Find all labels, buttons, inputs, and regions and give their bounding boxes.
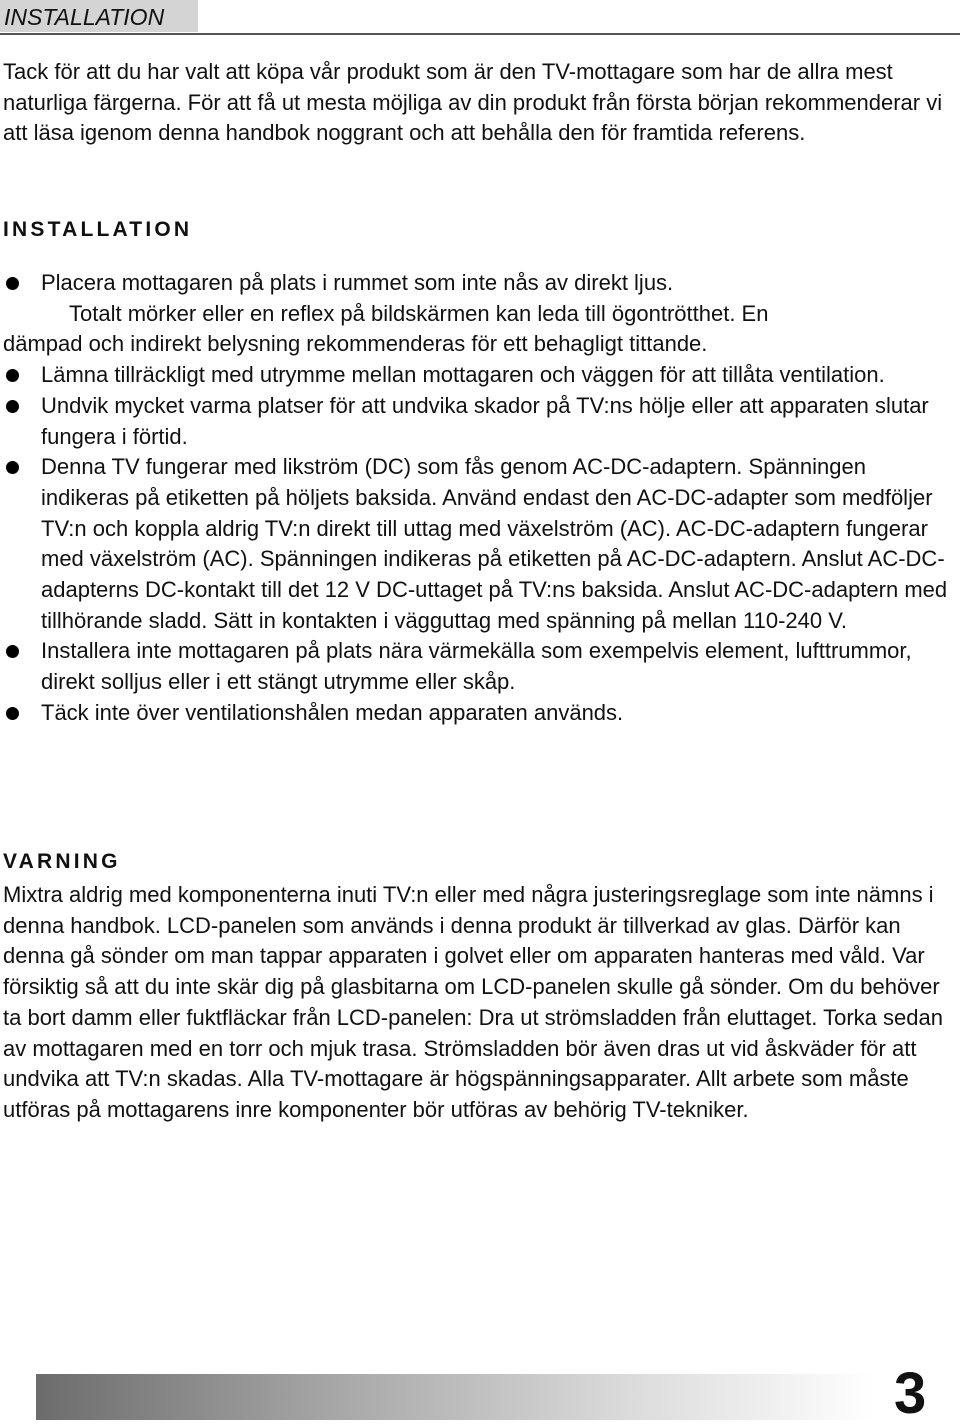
warning-heading: VARNING — [3, 850, 121, 873]
bullet-text: Lämna tillräckligt med utrymme mellan mottagaren och väggen för att tillåta ventilation. — [41, 362, 885, 388]
bullet-text: Installera inte mottagaren på plats nära värmekälla som exempelvis element, lufttrummor, direkt solljus eller i ett stängt utrymme eller skåp. — [41, 638, 912, 695]
bullet-dot-icon — [6, 461, 19, 474]
bullet-dot-icon — [6, 645, 19, 658]
bullet-text: Placera mottagaren på plats i rummet som inte nås av direkt ljus. — [41, 270, 674, 295]
installation-heading: INSTALLATION — [3, 218, 193, 241]
bullet-item — [0, 636, 960, 697]
bullet-dot-icon — [6, 277, 19, 290]
footer-gradient-bar — [36, 1374, 876, 1420]
bullet-item — [0, 391, 960, 452]
warning-paragraph: Mixtra aldrig med komponenterna inuti TV:n eller med några justeringsreglage som inte nämns i denna handbok. LCD-panelen som används i denna produkt är tillverkad av glas. Därför kan denna gå sönder om man tappar apparaten i golvet eller om apparaten hanteras med våld. Var försiktig så att du inte skär dig på glasbitarna om LCD-panelen skulle gå sönder. Om du behöver ta bort damm eller fuktfläckar från LCD-panelen: Dra ut strömsladden från eluttaget. Torka sedan av mottagaren med en torr och mjuk trasa. Strömsladden bör även dras ut vid åskväder för att undvika att TV:n skadas. Alla TV-mottagare är högspänningsapparater. Allt arbete som måste utföras på mottagarens inre komponenter bör utföras av behörig TV-tekniker. — [3, 882, 943, 1122]
bullet-item — [0, 698, 960, 729]
header-title: INSTALLATION — [4, 4, 165, 30]
bullet-text: Täck inte över ventilationshålen medan apparaten används. — [41, 699, 624, 725]
bullet-dot-icon — [6, 707, 19, 720]
bullet-item — [0, 268, 960, 360]
bullet-item — [0, 360, 960, 391]
bullet-dot-icon — [6, 369, 19, 382]
bullet-text-continuation: Totalt mörker eller en reflex på bildskärmen kan leda till ögontrötthet. En — [69, 300, 769, 326]
intro-paragraph: Tack för att du har valt att köpa vår produkt som är den TV-mottagare som har de allra mest naturliga färgerna. För att få ut mesta möjliga av din produkt från första början rekommenderar vi att läsa igenom denna handbok noggrant och att behålla den för framtida referens. — [3, 59, 943, 146]
page-header — [0, 0, 960, 36]
page-number: 3 — [894, 1361, 927, 1426]
installation-bullet-list — [0, 268, 960, 729]
bullet-dot-icon — [6, 400, 19, 413]
bullet-text: Undvik mycket varma platser för att undvika skador på TV:ns hölje eller att apparaten slutar fungera i förtid. — [41, 392, 929, 449]
bullet-text: Denna TV fungerar med likström (DC) som fås genom AC-DC-adaptern. Spänningen indikeras på etiketten på höljets baksida. Använd endast den AC-DC-adapter som medföljer TV:n och koppla aldrig TV:n direkt till uttag med växelström (AC). AC-DC-adaptern fungerar med växelström (AC). Spänningen indikeras på etiketten på AC-DC-adaptern. Anslut AC-DC-adapterns DC-kontakt till det 12 V DC-uttaget på TV:ns baksida. Anslut AC-DC-adaptern med tillhörande sladd. Sätt in kontakten i vägguttag med spänning på mellan 110-240 V. — [41, 454, 948, 633]
bullet-item — [0, 452, 960, 636]
bullet-text-continuation: dämpad och indirekt belysning rekommenderas för ett behagligt tittande. — [3, 331, 708, 357]
header-divider — [0, 33, 960, 35]
